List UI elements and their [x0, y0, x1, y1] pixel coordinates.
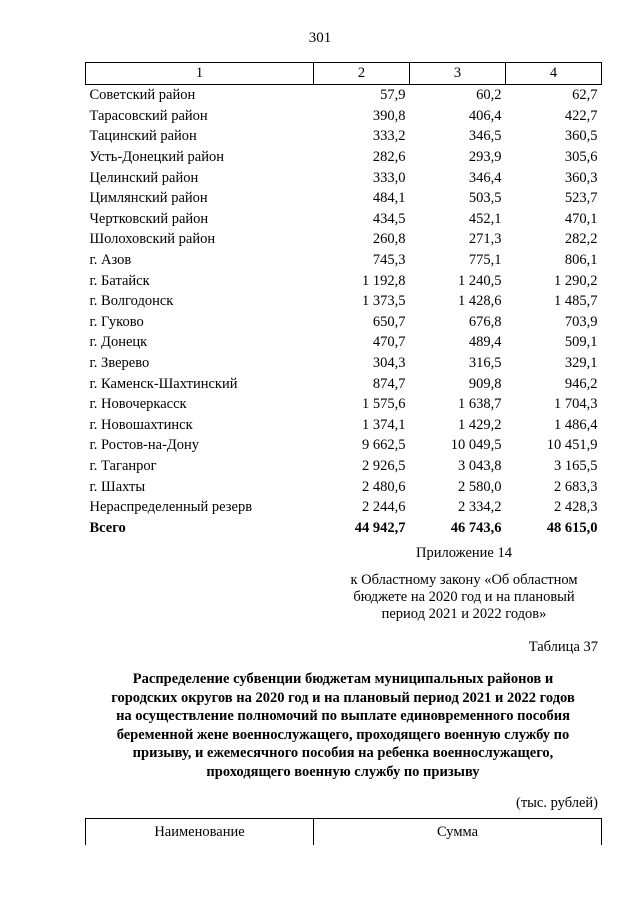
amount-cell: 775,1 — [468, 252, 502, 269]
table-row — [86, 229, 602, 250]
municipality-name: Шолоховский район — [89, 231, 216, 248]
table-row — [86, 291, 602, 312]
units-label: (тыс. рублей) — [516, 795, 598, 811]
municipality-name: Тарасовский район — [89, 107, 208, 124]
amount-cell: 3 043,8 — [458, 457, 502, 474]
amount-cell: 2 334,2 — [458, 499, 502, 516]
amount-cell: 946,2 — [564, 375, 598, 392]
amount-cell: 10 451,9 — [546, 437, 598, 454]
amount-cell: 503,5 — [468, 190, 502, 207]
amount-cell: 1 575,6 — [362, 396, 406, 413]
heading-line: Распределение субвенции бюджетам муниципальных районов и — [132, 671, 554, 687]
table-row — [86, 126, 602, 147]
amount-cell: 1 638,7 — [458, 396, 502, 413]
table-header-row — [86, 819, 602, 846]
column-header-3: 3 — [410, 63, 506, 85]
amount-cell: 2 683,3 — [554, 478, 598, 495]
amount-cell: 346,4 — [468, 169, 502, 186]
municipality-name: г. Новошахтинск — [89, 416, 193, 433]
appendix-line: к Областному закону «Об областном — [350, 572, 578, 588]
table-row — [86, 415, 602, 436]
amount-cell: 346,5 — [468, 128, 502, 145]
amount-cell: 909,8 — [468, 375, 502, 392]
table-row — [86, 435, 602, 456]
amount-cell: 333,0 — [372, 169, 406, 186]
amount-cell: 333,2 — [372, 128, 406, 145]
amount-cell: 676,8 — [468, 313, 502, 330]
amount-cell: 2 926,5 — [362, 457, 406, 474]
amount-cell: 509,1 — [564, 334, 598, 351]
table-row — [86, 270, 602, 291]
amount-cell: 390,8 — [372, 107, 406, 124]
table-row — [86, 312, 602, 333]
total-row — [86, 517, 602, 538]
amount-cell: 44 942,7 — [354, 519, 406, 536]
subsidy-table-37 — [85, 818, 602, 845]
amount-cell: 2 244,6 — [362, 499, 406, 516]
table-row — [86, 353, 602, 374]
appendix-line: бюджете на 2020 год и на плановый — [353, 589, 575, 605]
amount-cell: 1 704,3 — [554, 396, 598, 413]
municipality-name: г. Новочеркасск — [89, 396, 187, 413]
municipality-name: г. Шахты — [89, 478, 146, 495]
municipality-name: Целинский район — [89, 169, 199, 186]
heading-line: беременной жене военнослужащего, проходящего военную службу по — [116, 726, 570, 743]
table-row — [86, 476, 602, 497]
amount-cell: 434,5 — [372, 210, 406, 227]
amount-cell: 57,9 — [380, 87, 406, 104]
municipality-name: г. Гуково — [89, 313, 144, 330]
amount-cell: 62,7 — [572, 87, 598, 104]
amount-cell: 2 580,0 — [458, 478, 502, 495]
amount-cell: 523,7 — [564, 190, 598, 207]
column-header-1: 1 — [86, 63, 314, 85]
amount-cell: 1 290,2 — [554, 272, 598, 289]
amount-cell: 360,5 — [564, 128, 598, 145]
amount-cell: 703,9 — [564, 313, 598, 330]
amount-cell: 745,3 — [372, 252, 406, 269]
amount-cell: 305,6 — [564, 149, 598, 166]
amount-cell: 489,4 — [468, 334, 502, 351]
appendix-reference — [330, 572, 598, 623]
amount-cell: 9 662,5 — [362, 437, 406, 454]
amount-cell: 406,4 — [468, 107, 502, 124]
municipality-name: г. Волгодонск — [89, 293, 174, 310]
table-heading — [85, 670, 601, 781]
amount-cell: 470,1 — [564, 210, 598, 227]
amount-cell: 422,7 — [564, 107, 598, 124]
table-row — [86, 188, 602, 209]
heading-line: городских округов на 2020 год и на плановый период 2021 и 2022 годов — [111, 689, 575, 706]
table-row — [86, 167, 602, 188]
heading-line: проходящего военную службу по призыву — [206, 763, 480, 780]
municipality-name: Усть-Донецкий район — [89, 149, 224, 166]
municipality-name: г. Таганрог — [89, 457, 157, 474]
municipality-name: Тацинский район — [89, 128, 197, 145]
table-row — [86, 394, 602, 415]
amount-cell: 806,1 — [564, 252, 598, 269]
table-row — [86, 250, 602, 271]
amount-cell: 46 743,6 — [450, 519, 502, 536]
table-body — [86, 85, 602, 539]
appendix-title: Приложение 14 — [416, 545, 512, 561]
table-row — [86, 373, 602, 394]
amount-cell: 260,8 — [372, 231, 406, 248]
municipality-name: г. Зверево — [89, 355, 150, 372]
table-row — [86, 106, 602, 127]
heading-line: призыву, и ежемесячного пособия на ребенка военнослужащего, — [132, 745, 554, 761]
table-header-row — [86, 63, 602, 85]
column-header-4: 4 — [506, 63, 602, 85]
amount-cell: 10 049,5 — [450, 437, 502, 454]
amount-cell: 1 374,1 — [362, 416, 406, 433]
municipality-name: Советский район — [89, 87, 196, 104]
municipality-name: Цимлянский район — [89, 190, 208, 207]
amount-cell: 1 428,6 — [458, 293, 502, 310]
table-row — [86, 456, 602, 477]
total-label: Всего — [89, 519, 126, 536]
amount-cell: 1 240,5 — [458, 272, 502, 289]
amount-cell: 484,1 — [372, 190, 406, 207]
appendix-line: период 2021 и 2022 годов» — [381, 606, 547, 622]
column-header-2: 2 — [314, 63, 410, 85]
heading-line: на осуществление полномочий по выплате единовременного пособия — [116, 708, 570, 724]
amount-cell: 60,2 — [476, 87, 502, 104]
table-row — [86, 209, 602, 230]
amount-cell: 470,7 — [372, 334, 406, 351]
amount-cell: 293,9 — [468, 149, 502, 166]
amount-cell: 650,7 — [372, 313, 406, 330]
amount-cell: 1 485,7 — [554, 293, 598, 310]
amount-cell: 2 428,3 — [554, 499, 598, 516]
municipality-name: г. Каменск-Шахтинский — [89, 375, 238, 392]
amount-cell: 316,5 — [468, 355, 502, 372]
subsidy-table-continued — [85, 62, 602, 538]
amount-cell: 2 480,6 — [362, 478, 406, 495]
amount-cell: 282,2 — [564, 231, 598, 248]
amount-cell: 271,3 — [468, 231, 502, 248]
table-number: Таблица 37 — [528, 639, 598, 655]
column-header-name: Наименование — [86, 819, 314, 846]
amount-cell: 1 486,4 — [554, 416, 598, 433]
table-row — [86, 147, 602, 168]
amount-cell: 3 165,5 — [554, 457, 598, 474]
municipality-name: г. Донецк — [89, 334, 148, 351]
municipality-name: г. Ростов-на-Дону — [89, 437, 200, 454]
page-number: 301 — [308, 30, 332, 46]
municipality-name: Чертковский район — [89, 210, 209, 227]
amount-cell: 452,1 — [468, 210, 502, 227]
table-row — [86, 332, 602, 353]
municipality-name: г. Батайск — [89, 272, 150, 289]
amount-cell: 874,7 — [372, 375, 406, 392]
amount-cell: 1 192,8 — [362, 272, 406, 289]
amount-cell: 1 429,2 — [458, 416, 502, 433]
amount-cell: 282,6 — [372, 149, 406, 166]
table-row — [86, 497, 602, 518]
table-row — [86, 85, 602, 106]
amount-cell: 48 615,0 — [546, 519, 598, 536]
municipality-name: Нераспределенный резерв — [89, 499, 253, 516]
amount-cell: 1 373,5 — [362, 293, 406, 310]
column-header-amount: Сумма — [314, 819, 602, 846]
amount-cell: 360,3 — [564, 169, 598, 186]
municipality-name: г. Азов — [89, 252, 132, 269]
amount-cell: 304,3 — [372, 355, 406, 372]
amount-cell: 329,1 — [564, 355, 598, 372]
